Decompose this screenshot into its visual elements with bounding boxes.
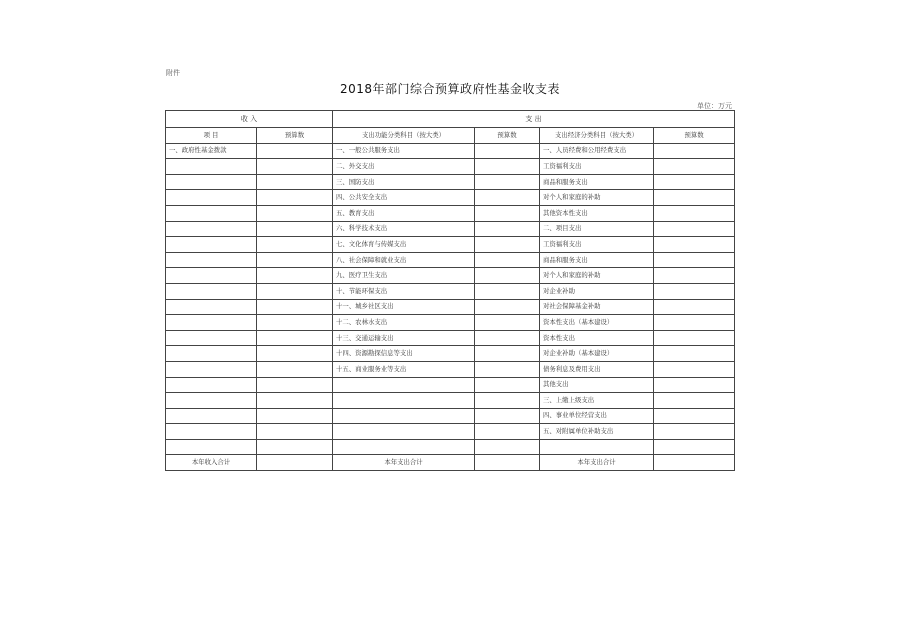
- cell-func-item: 八、社会保障和就业支出: [333, 252, 475, 268]
- cell-func-amount: [475, 174, 540, 190]
- table-row: [166, 237, 735, 253]
- cell-econ-amount: [654, 268, 735, 284]
- cell-econ-amount: [654, 190, 735, 206]
- table-row: [166, 283, 735, 299]
- cell-func-item: 十二、农林水支出: [333, 315, 475, 331]
- table-row: [166, 221, 735, 237]
- cell-econ-amount: [654, 252, 735, 268]
- cell-func-item: 三、国防支出: [333, 174, 475, 190]
- cell-econ-item: 一、人员经费和公用经费支出: [540, 143, 654, 159]
- func-total-label: 本年支出合计: [333, 455, 475, 471]
- table-row: [166, 408, 735, 424]
- cell-econ-item: 对企业补助: [540, 283, 654, 299]
- cell-func-item: [333, 439, 475, 455]
- page-title: 2018年部门综合预算政府性基金收支表: [339, 82, 561, 96]
- attachment-note: 附件: [166, 69, 180, 77]
- totals-row: [166, 455, 735, 471]
- cell-income-item: [166, 299, 257, 315]
- cell-income-amount: [257, 143, 333, 159]
- table-row: [166, 268, 735, 284]
- cell-econ-amount: [654, 221, 735, 237]
- cell-func-item: 二、外交支出: [333, 159, 475, 175]
- cell-econ-item: 二、项目支出: [540, 221, 654, 237]
- cell-income-item: [166, 330, 257, 346]
- cell-econ-amount: [654, 408, 735, 424]
- cell-econ-item: 对企业补助（基本建设）: [540, 346, 654, 362]
- cell-func-amount: [475, 252, 540, 268]
- cell-econ-item: 商品和服务支出: [540, 252, 654, 268]
- cell-func-amount: [475, 283, 540, 299]
- cell-func-amount: [475, 315, 540, 331]
- table-row: [166, 299, 735, 315]
- col-header-func-item: 支出功能分类科目（按大类）: [333, 128, 475, 144]
- cell-income-amount: [257, 190, 333, 206]
- cell-econ-item: [540, 439, 654, 455]
- cell-income-amount: [257, 237, 333, 253]
- cell-func-item: [333, 393, 475, 409]
- cell-income-item: [166, 424, 257, 440]
- col-header-income-amount: 预算数: [257, 128, 333, 144]
- cell-econ-item: 资本性支出（基本建设）: [540, 315, 654, 331]
- table-row: [166, 174, 735, 190]
- table-row: [166, 159, 735, 175]
- cell-func-item: 十一、城乡社区支出: [333, 299, 475, 315]
- table-row: [166, 424, 735, 440]
- section-header-row: [166, 111, 735, 128]
- cell-income-amount: [257, 205, 333, 221]
- cell-func-amount: [475, 346, 540, 362]
- table-row: [166, 315, 735, 331]
- cell-econ-item: 对个人和家庭的补助: [540, 268, 654, 284]
- cell-income-amount: [257, 361, 333, 377]
- cell-econ-amount: [654, 377, 735, 393]
- cell-income-amount: [257, 174, 333, 190]
- cell-func-amount: [475, 221, 540, 237]
- cell-func-item: 六、科学技术支出: [333, 221, 475, 237]
- cell-func-item: 十四、资源勘探信息等支出: [333, 346, 475, 362]
- cell-econ-amount: [654, 424, 735, 440]
- table-row: [166, 439, 735, 455]
- cell-income-item: [166, 174, 257, 190]
- cell-income-amount: [257, 221, 333, 237]
- table-row: [166, 377, 735, 393]
- cell-func-amount: [475, 143, 540, 159]
- cell-func-amount: [475, 237, 540, 253]
- cell-econ-amount: [654, 315, 735, 331]
- cell-income-amount: [257, 424, 333, 440]
- cell-func-item: 十三、交通运输支出: [333, 330, 475, 346]
- cell-econ-amount: [654, 159, 735, 175]
- cell-income-item: [166, 393, 257, 409]
- cell-econ-item: 债务利息及费用支出: [540, 361, 654, 377]
- cell-econ-item: 其他资本性支出: [540, 205, 654, 221]
- col-header-econ-item: 支出经济分类科目（按大类）: [540, 128, 654, 144]
- cell-econ-amount: [654, 237, 735, 253]
- cell-income-amount: [257, 268, 333, 284]
- table-row: [166, 252, 735, 268]
- cell-income-amount: [257, 252, 333, 268]
- table-row: [166, 361, 735, 377]
- cell-func-item: 十五、商业服务业等支出: [333, 361, 475, 377]
- col-header-func-amount: 预算数: [475, 128, 540, 144]
- cell-income-item: [166, 159, 257, 175]
- cell-econ-amount: [654, 143, 735, 159]
- cell-econ-amount: [654, 205, 735, 221]
- cell-func-amount: [475, 361, 540, 377]
- cell-func-amount: [475, 408, 540, 424]
- table-row: [166, 143, 735, 159]
- func-total-amount: [475, 455, 540, 471]
- cell-income-item: [166, 268, 257, 284]
- cell-income-item: [166, 283, 257, 299]
- cell-econ-item: 四、事业单位经营支出: [540, 408, 654, 424]
- cell-income-amount: [257, 330, 333, 346]
- cell-econ-amount: [654, 439, 735, 455]
- cell-income-amount: [257, 283, 333, 299]
- cell-income-amount: [257, 408, 333, 424]
- cell-func-amount: [475, 299, 540, 315]
- cell-income-item: [166, 221, 257, 237]
- col-header-econ-amount: 预算数: [654, 128, 735, 144]
- cell-func-amount: [475, 159, 540, 175]
- cell-income-item: [166, 205, 257, 221]
- cell-income-item: [166, 252, 257, 268]
- cell-income-amount: [257, 346, 333, 362]
- cell-econ-amount: [654, 174, 735, 190]
- column-header-row: [166, 128, 735, 144]
- cell-income-item: [166, 408, 257, 424]
- budget-table: [165, 110, 735, 471]
- cell-func-item: [333, 377, 475, 393]
- econ-total-label: 本年支出合计: [540, 455, 654, 471]
- cell-econ-item: 资本性支出: [540, 330, 654, 346]
- table-row: [166, 205, 735, 221]
- cell-econ-amount: [654, 330, 735, 346]
- cell-func-amount: [475, 393, 540, 409]
- cell-func-item: [333, 408, 475, 424]
- cell-func-amount: [475, 439, 540, 455]
- cell-func-item: 五、教育支出: [333, 205, 475, 221]
- table-row: [166, 346, 735, 362]
- cell-income-amount: [257, 299, 333, 315]
- table-row: [166, 330, 735, 346]
- cell-income-amount: [257, 393, 333, 409]
- cell-econ-amount: [654, 283, 735, 299]
- cell-income-item: [166, 377, 257, 393]
- cell-func-item: 七、文化体育与传媒支出: [333, 237, 475, 253]
- cell-income-amount: [257, 159, 333, 175]
- cell-income-amount: [257, 439, 333, 455]
- cell-econ-amount: [654, 346, 735, 362]
- econ-total-amount: [654, 455, 735, 471]
- unit-label: 单位：万元: [697, 102, 732, 110]
- cell-income-item: [166, 190, 257, 206]
- cell-econ-item: 三、上缴上级支出: [540, 393, 654, 409]
- table-row: [166, 190, 735, 206]
- cell-func-amount: [475, 268, 540, 284]
- cell-func-amount: [475, 205, 540, 221]
- cell-income-amount: [257, 377, 333, 393]
- table-row: [166, 393, 735, 409]
- cell-income-item: 一、政府性基金拨款: [166, 143, 257, 159]
- cell-econ-item: 其他支出: [540, 377, 654, 393]
- cell-econ-amount: [654, 393, 735, 409]
- cell-income-item: [166, 237, 257, 253]
- cell-func-item: [333, 424, 475, 440]
- cell-income-amount: [257, 315, 333, 331]
- cell-income-item: [166, 439, 257, 455]
- cell-econ-item: 对个人和家庭的补助: [540, 190, 654, 206]
- cell-income-item: [166, 361, 257, 377]
- cell-econ-item: 工资福利支出: [540, 159, 654, 175]
- cell-func-item: 九、医疗卫生支出: [333, 268, 475, 284]
- cell-econ-item: 对社会保障基金补助: [540, 299, 654, 315]
- cell-econ-item: 商品和服务支出: [540, 174, 654, 190]
- cell-econ-amount: [654, 361, 735, 377]
- cell-econ-item: 工资福利支出: [540, 237, 654, 253]
- income-total-amount: [257, 455, 333, 471]
- section-expense: 支 出: [333, 111, 735, 128]
- cell-econ-item: 五、对附属单位补助支出: [540, 424, 654, 440]
- cell-func-amount: [475, 190, 540, 206]
- cell-econ-amount: [654, 299, 735, 315]
- cell-income-item: [166, 315, 257, 331]
- cell-func-amount: [475, 330, 540, 346]
- cell-func-item: 四、公共安全支出: [333, 190, 475, 206]
- cell-income-item: [166, 346, 257, 362]
- income-total-label: 本年收入合计: [166, 455, 257, 471]
- cell-func-item: 一、一般公共服务支出: [333, 143, 475, 159]
- col-header-income-item: 项 目: [166, 128, 257, 144]
- cell-func-item: 十、节能环保支出: [333, 283, 475, 299]
- cell-func-amount: [475, 424, 540, 440]
- cell-func-amount: [475, 377, 540, 393]
- section-income: 收 入: [166, 111, 333, 128]
